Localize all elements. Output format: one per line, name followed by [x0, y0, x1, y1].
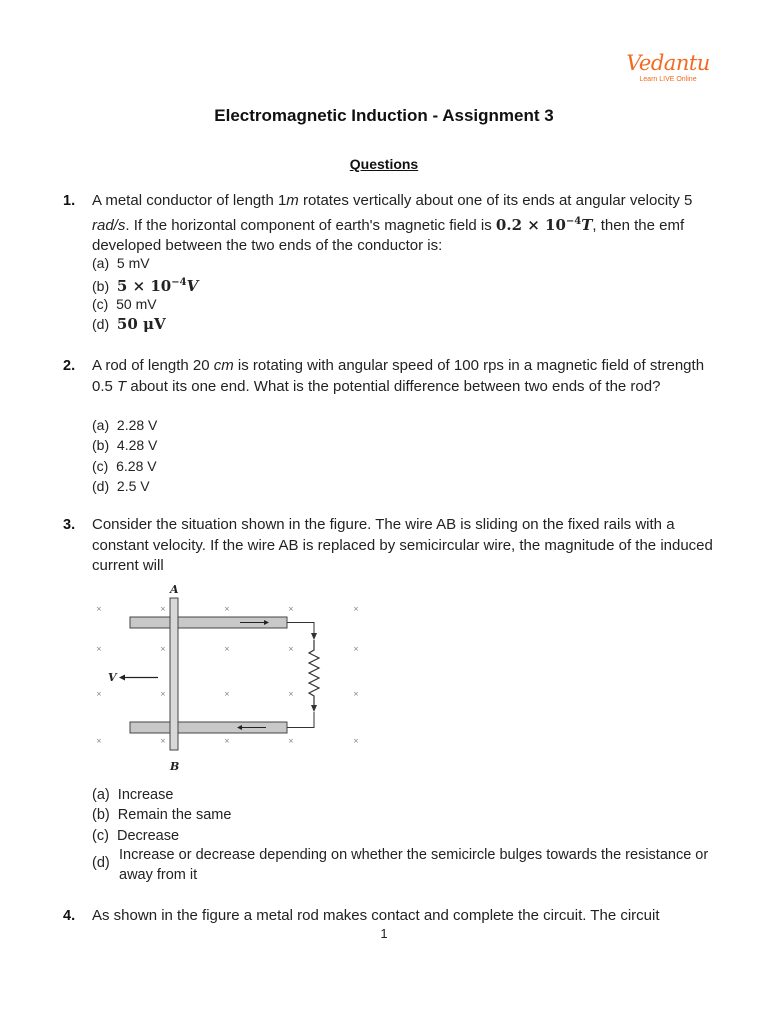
svg-text:×: ×	[224, 690, 230, 698]
field-value: $0.2 \times 10^{-4}T$	[495, 215, 593, 234]
velocity-label: V	[108, 671, 117, 684]
question-4-text: As shown in the figure a metal rod makes contact and complete the circuit. The circuit	[92, 907, 660, 924]
question-2-number: 2.	[63, 358, 76, 374]
svg-text:×: ×	[224, 605, 230, 613]
svg-text:×: ×	[353, 605, 359, 613]
option-c: (c) 50 mV	[92, 295, 157, 312]
page-number: 1	[380, 926, 388, 941]
svg-text:×: ×	[160, 645, 166, 653]
wire-label-b: B	[170, 760, 180, 773]
option-b: (b) 4.28 V	[92, 437, 158, 454]
option-d: (d) 2.5 V	[92, 477, 150, 494]
section-heading: Questions	[349, 156, 419, 172]
question-3-options	[92, 785, 231, 846]
svg-text:×: ×	[224, 645, 230, 653]
option-b: (b) Remain the same	[92, 807, 232, 824]
option-c: (c) 6.28 V	[92, 457, 157, 474]
svg-text:×: ×	[96, 605, 102, 613]
svg-text:×: ×	[353, 645, 359, 653]
svg-text:×: ×	[96, 645, 102, 653]
question-3-text: Consider the situation shown in the figure. The wire AB is sliding on the fixed rails with a constant velocity. If the wire AB is replaced by semicircular wire, the magnitude of the induced current will	[92, 516, 713, 574]
question-1-options	[92, 253, 198, 334]
logo-tagline: Learn LIVE Online	[639, 76, 697, 83]
logo-wordmark: Vedantu	[626, 51, 710, 75]
svg-text:×: ×	[288, 645, 294, 653]
option-a: (a) 5 mV	[92, 255, 150, 271]
option-a: (a) Increase	[92, 787, 174, 803]
svg-text:×: ×	[96, 737, 102, 745]
question-3-number: 3.	[63, 517, 76, 533]
option-a: (a) 2.28 V	[92, 417, 158, 433]
question-1-number: 1.	[63, 193, 76, 209]
svg-text:×: ×	[160, 605, 166, 613]
svg-text:×: ×	[288, 605, 294, 613]
svg-text:×: ×	[96, 690, 102, 698]
wire-label-a: A	[170, 583, 179, 596]
page-title: Electromagnetic Induction - Assignment 3	[214, 106, 554, 125]
question-2-text: A rod of length 20 cm is rotating with angular speed of 100 rps in a magnetic field of strength 0.5 T about its one end. What is the potential difference between two ends of the rod?	[92, 357, 705, 395]
svg-text:×: ×	[353, 737, 359, 745]
svg-text:×: ×	[353, 690, 359, 698]
svg-text:×: ×	[160, 737, 166, 745]
option-d: (d) 50 μV	[92, 314, 166, 333]
svg-text:×: ×	[288, 690, 294, 698]
question-4-number: 4.	[63, 908, 76, 924]
svg-text:×: ×	[224, 737, 230, 745]
option-c: (c) Decrease	[92, 827, 180, 844]
svg-text:×: ×	[288, 737, 294, 745]
option-b: (b) $5 \times 10^{-4}V$	[92, 277, 199, 296]
question-2-options	[92, 415, 157, 496]
vedantu-logo	[626, 52, 710, 84]
rails-figure	[88, 578, 378, 783]
question-1-text: A metal conductor of length 1m rotates vertically about one of its ends at angular velocity 5 rad/s. If the horizontal component of earth's magnetic field is $0.2 \times 10^{-4}T$, then the emf developed between the two ends of the conductor is:	[92, 192, 693, 254]
svg-text:×: ×	[160, 690, 166, 698]
